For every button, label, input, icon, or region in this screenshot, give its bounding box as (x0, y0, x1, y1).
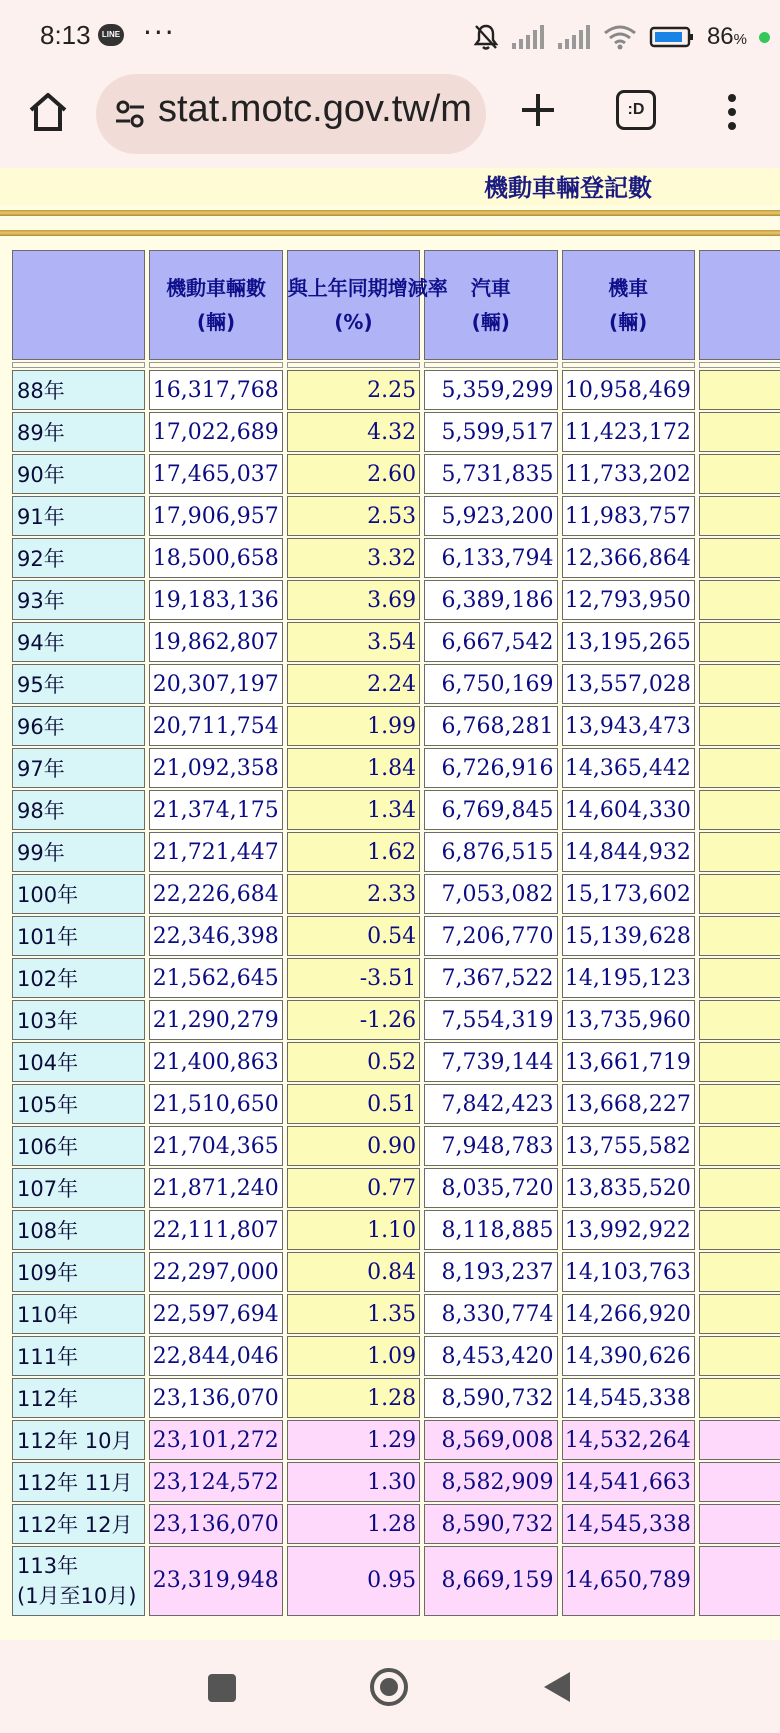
truncated-cell (699, 916, 780, 956)
growth-rate-cell: 2.33 (287, 874, 420, 914)
recents-icon[interactable] (208, 1674, 236, 1702)
growth-rate-cell: 2.25 (287, 370, 420, 410)
cars-cell: 8,118,885 (424, 1210, 557, 1250)
row-label: 106年 (12, 1126, 145, 1166)
total-vehicles-cell: 22,597,694 (149, 1294, 282, 1334)
cars-cell: 6,726,916 (424, 748, 557, 788)
growth-rate-cell: 1.35 (287, 1294, 420, 1334)
motorcycles-cell: 11,423,172 (562, 412, 695, 452)
row-label: 112年 10月 (12, 1420, 145, 1460)
table-row (12, 1084, 780, 1124)
cars-cell: 6,876,515 (424, 832, 557, 872)
truncated-cell (699, 748, 780, 788)
address-bar[interactable] (96, 74, 486, 154)
total-vehicles-cell: 21,510,650 (149, 1084, 282, 1124)
total-vehicles-cell: 17,906,957 (149, 496, 282, 536)
battery-unit: % (733, 31, 747, 48)
cars-cell: 8,569,008 (424, 1420, 557, 1460)
truncated-cell (699, 832, 780, 872)
total-vehicles-cell: 17,022,689 (149, 412, 282, 452)
growth-rate-cell: 2.53 (287, 496, 420, 536)
row-label: 89年 (12, 412, 145, 452)
url-text: stat.motc.gov.tw/m (158, 88, 472, 130)
truncated-cell (699, 1000, 780, 1040)
header-truncated (699, 250, 780, 360)
truncated-cell (699, 496, 780, 536)
truncated-cell (699, 1378, 780, 1418)
row-label: 112年 (12, 1378, 145, 1418)
total-vehicles-cell: 22,111,807 (149, 1210, 282, 1250)
cars-cell: 6,768,281 (424, 706, 557, 746)
table-row (12, 412, 780, 452)
motorcycles-cell: 13,755,582 (562, 1126, 695, 1166)
page-title: 機動車輛登記數 (484, 174, 652, 202)
motorcycles-cell: 11,733,202 (562, 454, 695, 494)
motorcycles-cell: 13,735,960 (562, 1000, 695, 1040)
cars-cell: 6,133,794 (424, 538, 557, 578)
motorcycles-cell: 13,992,922 (562, 1210, 695, 1250)
truncated-cell (699, 1420, 780, 1460)
row-label: 112年 12月 (12, 1504, 145, 1544)
motorcycles-cell: 14,390,626 (562, 1336, 695, 1376)
new-tab-icon[interactable] (516, 88, 560, 132)
table-row (12, 1252, 780, 1292)
cars-cell: 7,367,522 (424, 958, 557, 998)
row-label: 98年 (12, 790, 145, 830)
cars-cell: 6,769,845 (424, 790, 557, 830)
gold-divider (0, 230, 780, 236)
row-label: 99年 (12, 832, 145, 872)
total-vehicles-cell: 22,297,000 (149, 1252, 282, 1292)
cars-cell: 7,739,144 (424, 1042, 557, 1082)
table-row (12, 832, 780, 872)
total-vehicles-cell: 19,862,807 (149, 622, 282, 662)
total-vehicles-cell: 21,704,365 (149, 1126, 282, 1166)
header-growth-rate: 與上年同期增減率 (%) (287, 250, 420, 360)
row-label (12, 1546, 145, 1616)
row-label: 107年 (12, 1168, 145, 1208)
truncated-cell (699, 1336, 780, 1376)
truncated-cell (699, 1462, 780, 1502)
gold-divider (0, 210, 780, 216)
privacy-indicator (759, 32, 770, 43)
motorcycles-cell: 14,532,264 (562, 1420, 695, 1460)
cars-cell: 8,193,237 (424, 1252, 557, 1292)
cars-cell: 6,667,542 (424, 622, 557, 662)
total-vehicles-cell: 23,136,070 (149, 1378, 282, 1418)
header-cars: 汽車 (輛) (424, 250, 557, 360)
table-row (12, 706, 780, 746)
cars-cell: 7,053,082 (424, 874, 557, 914)
table-row (12, 538, 780, 578)
truncated-cell (699, 1168, 780, 1208)
growth-rate-cell: 1.10 (287, 1210, 420, 1250)
growth-rate-cell: 3.69 (287, 580, 420, 620)
motorcycles-cell: 15,139,628 (562, 916, 695, 956)
spacer-cell (287, 362, 420, 368)
table-row (12, 622, 780, 662)
table-row (12, 1000, 780, 1040)
table-row (12, 1294, 780, 1334)
battery-icon (649, 25, 695, 49)
table-row (12, 580, 780, 620)
growth-rate-cell: -3.51 (287, 958, 420, 998)
growth-rate-cell: 0.95 (287, 1546, 420, 1616)
motorcycles-cell: 13,668,227 (562, 1084, 695, 1124)
total-vehicles-cell: 21,092,358 (149, 748, 282, 788)
growth-rate-cell: 1.62 (287, 832, 420, 872)
total-vehicles-cell: 21,290,279 (149, 1000, 282, 1040)
spacer-cell (699, 362, 780, 368)
growth-rate-cell: 2.60 (287, 454, 420, 494)
browser-toolbar (0, 72, 780, 168)
cars-cell: 6,750,169 (424, 664, 557, 704)
motorcycles-cell: 14,844,932 (562, 832, 695, 872)
table-row (12, 1378, 780, 1418)
table-row (12, 1168, 780, 1208)
total-vehicles-cell: 21,562,645 (149, 958, 282, 998)
cars-cell: 5,359,299 (424, 370, 557, 410)
mute-bell-icon (473, 23, 499, 51)
vehicle-registration-table (8, 248, 780, 1618)
cars-cell: 7,842,423 (424, 1084, 557, 1124)
table-row (12, 748, 780, 788)
total-vehicles-cell: 23,101,272 (149, 1420, 282, 1460)
row-label: 95年 (12, 664, 145, 704)
motorcycles-cell: 10,958,469 (562, 370, 695, 410)
status-bar (0, 0, 780, 72)
tab-switcher-button[interactable]: :D (616, 90, 656, 130)
table-row (12, 1210, 780, 1250)
truncated-cell (699, 454, 780, 494)
signal-2-icon (557, 25, 591, 49)
truncated-cell (699, 874, 780, 914)
growth-rate-cell: 1.28 (287, 1378, 420, 1418)
system-navigation-bar (0, 1640, 780, 1733)
motorcycles-cell: 14,195,123 (562, 958, 695, 998)
table-header-corner (12, 250, 145, 360)
motorcycles-cell: 15,173,602 (562, 874, 695, 914)
total-vehicles-cell: 20,711,754 (149, 706, 282, 746)
truncated-cell (699, 790, 780, 830)
row-label: 103年 (12, 1000, 145, 1040)
spacer-cell (149, 362, 282, 368)
motorcycles-cell: 14,604,330 (562, 790, 695, 830)
cars-cell: 5,923,200 (424, 496, 557, 536)
growth-rate-cell: 1.84 (287, 748, 420, 788)
growth-rate-cell: 0.52 (287, 1042, 420, 1082)
cars-cell: 5,599,517 (424, 412, 557, 452)
table-row (12, 874, 780, 914)
table-row (12, 1546, 780, 1616)
total-vehicles-cell: 23,319,948 (149, 1546, 282, 1616)
row-label: 93年 (12, 580, 145, 620)
total-vehicles-cell: 21,374,175 (149, 790, 282, 830)
table-row (12, 916, 780, 956)
row-label: 104年 (12, 1042, 145, 1082)
spacer-cell (562, 362, 695, 368)
cars-cell: 5,731,835 (424, 454, 557, 494)
row-label: 112年 11月 (12, 1462, 145, 1502)
motorcycles-cell: 14,650,789 (562, 1546, 695, 1616)
growth-rate-cell: 1.28 (287, 1504, 420, 1544)
truncated-cell (699, 580, 780, 620)
motorcycles-cell: 11,983,757 (562, 496, 695, 536)
truncated-cell (699, 538, 780, 578)
row-label: 100年 (12, 874, 145, 914)
site-settings-icon[interactable] (114, 98, 146, 130)
row-label: 97年 (12, 748, 145, 788)
motorcycles-cell: 14,545,338 (562, 1378, 695, 1418)
signal-icon (511, 25, 545, 49)
table-row (12, 1126, 780, 1166)
growth-rate-cell: 0.54 (287, 916, 420, 956)
growth-rate-cell: 4.32 (287, 412, 420, 452)
table-row (12, 1504, 780, 1544)
row-label: 102年 (12, 958, 145, 998)
motorcycles-cell: 14,365,442 (562, 748, 695, 788)
motorcycles-cell: 12,366,864 (562, 538, 695, 578)
table-row (12, 958, 780, 998)
motorcycles-cell: 13,557,028 (562, 664, 695, 704)
table-row (12, 1336, 780, 1376)
cars-cell: 7,948,783 (424, 1126, 557, 1166)
growth-rate-cell: 1.30 (287, 1462, 420, 1502)
cars-cell: 7,554,319 (424, 1000, 557, 1040)
spacer-cell (424, 362, 557, 368)
truncated-cell (699, 958, 780, 998)
motorcycles-cell: 13,835,520 (562, 1168, 695, 1208)
motorcycles-cell: 14,103,763 (562, 1252, 695, 1292)
home-icon[interactable] (26, 90, 70, 134)
motorcycles-cell: 14,545,338 (562, 1504, 695, 1544)
table-row (12, 790, 780, 830)
table-row (12, 1420, 780, 1460)
row-label: 101年 (12, 916, 145, 956)
growth-rate-cell: 2.24 (287, 664, 420, 704)
cars-cell: 8,590,732 (424, 1378, 557, 1418)
total-vehicles-cell: 21,871,240 (149, 1168, 282, 1208)
table-row (12, 454, 780, 494)
row-label: 92年 (12, 538, 145, 578)
total-vehicles-cell: 17,465,037 (149, 454, 282, 494)
cars-cell: 7,206,770 (424, 916, 557, 956)
line-app-icon: LINE (98, 24, 124, 46)
home-circle-icon[interactable] (368, 1666, 410, 1708)
table-row (12, 370, 780, 410)
row-label: 96年 (12, 706, 145, 746)
growth-rate-cell: 0.51 (287, 1084, 420, 1124)
battery-percent: 86 (706, 23, 734, 50)
truncated-cell (699, 412, 780, 452)
total-vehicles-cell: 21,721,447 (149, 832, 282, 872)
motorcycles-cell: 14,541,663 (562, 1462, 695, 1502)
truncated-cell (699, 1546, 780, 1616)
cars-cell: 8,590,732 (424, 1504, 557, 1544)
wifi-icon (603, 24, 637, 50)
truncated-cell (699, 1042, 780, 1082)
total-vehicles-cell: 20,307,197 (149, 664, 282, 704)
row-label: 108年 (12, 1210, 145, 1250)
truncated-cell (699, 1210, 780, 1250)
truncated-cell (699, 370, 780, 410)
motorcycles-cell: 12,793,950 (562, 580, 695, 620)
growth-rate-cell: 1.99 (287, 706, 420, 746)
title-band (0, 168, 780, 206)
row-label-line1: 113年 (17, 1554, 79, 1578)
growth-rate-cell: 1.09 (287, 1336, 420, 1376)
growth-rate-cell: 3.32 (287, 538, 420, 578)
truncated-cell (699, 1126, 780, 1166)
more-notifications-icon: ··· (143, 16, 176, 49)
growth-rate-cell: 3.54 (287, 622, 420, 662)
table-row (12, 496, 780, 536)
truncated-cell (699, 622, 780, 662)
growth-rate-cell: 0.77 (287, 1168, 420, 1208)
total-vehicles-cell: 22,844,046 (149, 1336, 282, 1376)
row-label: 109年 (12, 1252, 145, 1292)
total-vehicles-cell: 21,400,863 (149, 1042, 282, 1082)
truncated-cell (699, 664, 780, 704)
truncated-cell (699, 1084, 780, 1124)
cars-cell: 8,035,720 (424, 1168, 557, 1208)
cars-cell: 8,330,774 (424, 1294, 557, 1334)
cars-cell: 8,453,420 (424, 1336, 557, 1376)
growth-rate-cell: 0.90 (287, 1126, 420, 1166)
truncated-cell (699, 1252, 780, 1292)
motorcycles-cell: 13,943,473 (562, 706, 695, 746)
growth-rate-cell: 1.29 (287, 1420, 420, 1460)
total-vehicles-cell: 22,226,684 (149, 874, 282, 914)
truncated-cell (699, 706, 780, 746)
web-content (0, 168, 780, 1640)
total-vehicles-cell: 23,124,572 (149, 1462, 282, 1502)
clock: 8:13 (40, 20, 91, 50)
row-label: 110年 (12, 1294, 145, 1334)
row-label: 111年 (12, 1336, 145, 1376)
cars-cell: 6,389,186 (424, 580, 557, 620)
growth-rate-cell: 1.34 (287, 790, 420, 830)
cars-cell: 8,582,909 (424, 1462, 557, 1502)
row-label: 94年 (12, 622, 145, 662)
row-label-line2: (1月至10月) (17, 1584, 137, 1608)
total-vehicles-cell: 19,183,136 (149, 580, 282, 620)
total-vehicles-cell: 16,317,768 (149, 370, 282, 410)
table-row (12, 664, 780, 704)
row-label: 105年 (12, 1084, 145, 1124)
truncated-cell (699, 1504, 780, 1544)
truncated-cell (699, 1294, 780, 1334)
motorcycles-cell: 13,195,265 (562, 622, 695, 662)
row-label: 88年 (12, 370, 145, 410)
header-total-vehicles: 機動車輛數 (輛) (149, 250, 282, 360)
total-vehicles-cell: 23,136,070 (149, 1504, 282, 1544)
motorcycles-cell: 14,266,920 (562, 1294, 695, 1334)
status-icons (473, 20, 770, 54)
overflow-menu-icon[interactable] (718, 90, 746, 134)
table-row (12, 1042, 780, 1082)
growth-rate-cell: -1.26 (287, 1000, 420, 1040)
row-label: 90年 (12, 454, 145, 494)
motorcycles-cell: 13,661,719 (562, 1042, 695, 1082)
total-vehicles-cell: 22,346,398 (149, 916, 282, 956)
spacer-cell (12, 362, 145, 368)
back-icon[interactable] (542, 1670, 572, 1704)
cars-cell: 8,669,159 (424, 1546, 557, 1616)
row-label: 91年 (12, 496, 145, 536)
table-row (12, 1462, 780, 1502)
header-motorcycles: 機車 (輛) (562, 250, 695, 360)
total-vehicles-cell: 18,500,658 (149, 538, 282, 578)
growth-rate-cell: 0.84 (287, 1252, 420, 1292)
